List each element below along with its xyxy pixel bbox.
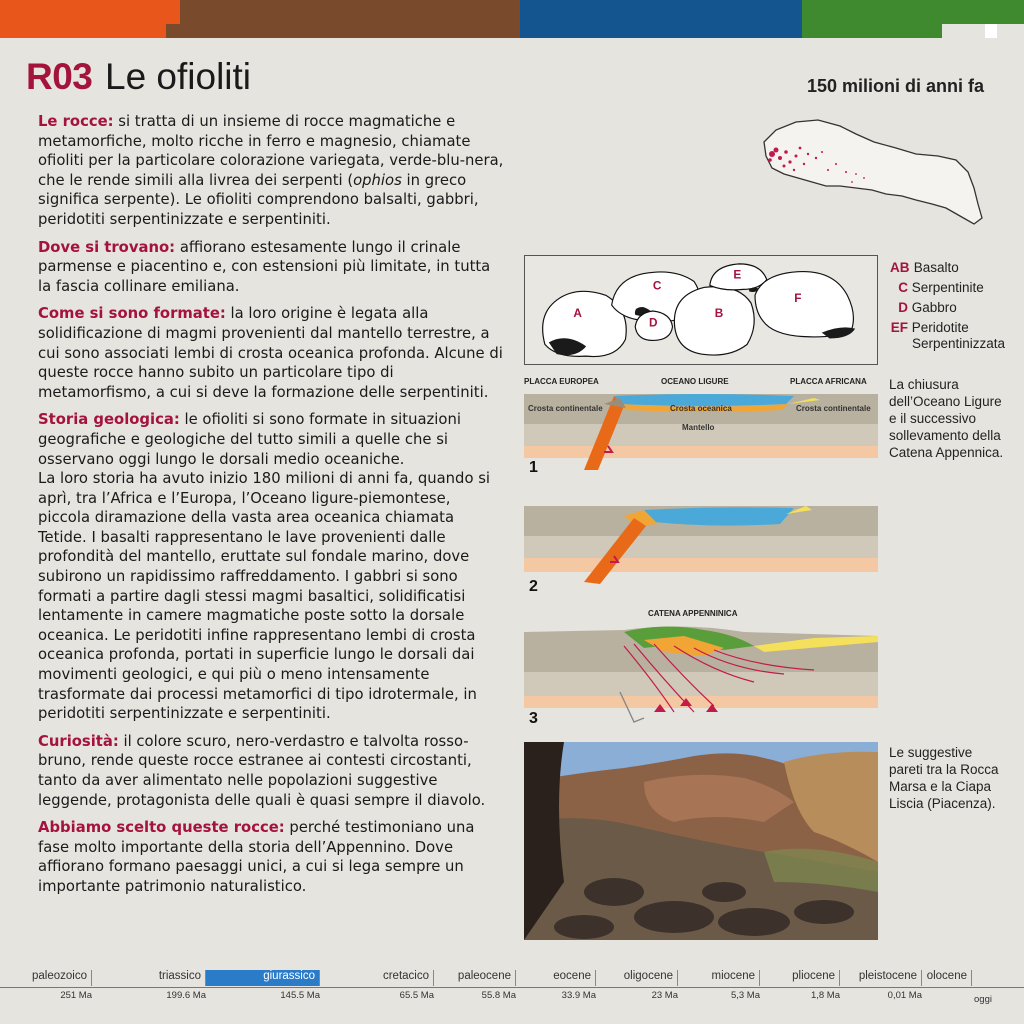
band-brown (180, 0, 520, 38)
italic-ophios: ophios (353, 171, 402, 189)
tick-251: 251 Ma (60, 990, 92, 1001)
emilia-romagna-map (756, 112, 986, 230)
band-green (802, 0, 1024, 24)
stage-number-3: 3 (529, 710, 538, 727)
paragraph-scelta (38, 818, 504, 896)
band-orange (0, 0, 166, 38)
era-oligocene: oligocene (596, 970, 678, 986)
era-giurassico: giurassico (206, 970, 320, 986)
text-rocce: si tratta di un insieme di rocce magmatiche e metamorfiche, molto ricche in ferro e magnesio, chiamate ofioliti per la particolare colorazione variegata, verde-blu-nera, che le rende simili alla livrea dei serpenti ( (38, 113, 504, 189)
era-olocene: olocene (922, 970, 972, 986)
label-a: A (573, 306, 582, 320)
tick-oggi: oggi (974, 994, 992, 1005)
label-placca-africana: PLACCA AFRICANA (790, 377, 867, 386)
tick-1-8: 1,8 Ma (810, 990, 840, 1001)
legend-label-ef: Peridotite (911, 320, 969, 335)
label-d: D (648, 316, 658, 330)
legend-label-ab: Basalto (913, 260, 959, 275)
legend-row-ef (890, 320, 1005, 352)
era-miocene: miocene (678, 970, 760, 986)
label-placca-europea: PLACCA EUROPEA (524, 377, 599, 386)
rock-block-f (755, 272, 853, 337)
label-crosta-continentale-right: Crosta continentale (796, 404, 871, 413)
tick-199-6: 199.6 Ma (166, 990, 206, 1001)
era-pleistocene: pleistocene (840, 970, 922, 986)
band-white-notch (985, 24, 997, 38)
paragraph-come (38, 304, 504, 402)
map-outline (764, 120, 982, 224)
panel-code: R03 (26, 56, 93, 97)
text-curiosita: il colore scuro, nero-verdastro e talvolta rosso-bruno, rende queste rocce estranee ai contesti circostanti, tanto da aver alimentato nelle popolazioni suggestive leggende, protagonista delle quali è quasi sempre il diavolo. (38, 732, 486, 809)
legend-key-ab: AB (890, 260, 910, 275)
tick-55-8: 55.8 Ma (481, 990, 516, 1001)
tick-145-5: 145.5 Ma (280, 990, 320, 1001)
text-storia: le ofioliti si sono formate in situazioni geografiche e geologiche del tutto simili a quelle che si osservano oggi lungo le dorsali medio oceaniche. (38, 411, 461, 468)
paragraph-storia-2: La loro storia ha avuto inizio 180 milioni di anni fa, quando si aprì, tra l’Africa e l’Europa, l’Oceano ligure-piemontese, piccola diramazione della vasta area oceanica chiamata Tetide. I basalti rappresentano le lave provenienti dalle profondità del mantello, eruttate sul fondale marino, dove subirono un rapidissimo raffreddamento. I gabbri si sono formati a partire dagli stessi magmi basaltici, solidificatisi lentamente in camere magmatiche poste sotto la dorsale oceanica. Le peridotiti infine rappresentano lembi di crosta oceanica profonda, portati in superficie lungo le dorsali dai movimenti geologici, e qui più o meno intensamente trasformate dai processi metamorfici di tipo idrotermale, in peridotiti serpentinizzate e serpentiniti. (38, 470, 491, 723)
tick-5-3: 5,3 Ma (730, 990, 760, 1001)
legend-label-c: Serpentinite (911, 280, 984, 295)
legend-key-c: C (898, 280, 908, 295)
label-crosta-continentale-left: Crosta continentale (528, 404, 603, 413)
tick-65-5: 65.5 Ma (399, 990, 434, 1001)
lead-dove: Dove si trovano: (38, 238, 176, 256)
lead-scelta: Abbiamo scelto queste rocce: (38, 819, 285, 837)
timeline-axis (0, 987, 1024, 988)
label-mantello: Mantello (682, 423, 715, 432)
diagram-caption: La chiusura dell’Oceano Ligure e il successivo sollevamento della Catena Appennica. (889, 377, 1004, 460)
rock-block-b (674, 287, 754, 355)
era-pliocene: pliocene (760, 970, 840, 986)
era-triassico: triassico (92, 970, 206, 986)
era-paleocene: paleocene (434, 970, 516, 986)
lead-storia: Storia geologica: (38, 411, 180, 429)
text-come: la loro origine è legata alla solidificazione di magmi provenienti dal mantello terrestre, a cui sono associati lembi di crosta oceanica profonda. Alcune di queste rocce hanno subito un particolare tipo di metamorfismo, a cui si deve la formazione delle serpentiniti. (38, 305, 503, 401)
legend-row-ab (890, 258, 1005, 278)
lead-come: Come si sono formate: (38, 305, 226, 323)
text-scelta: perché testimoniano una fase molto importante della storia dell’Appennino. Dove affiorano formano paesaggi unici, a cui si lega sempre un importante patrimonio naturalistico. (38, 819, 475, 895)
paragraph-rocce (38, 112, 504, 230)
label-f: F (794, 292, 802, 306)
cross-section-3 (524, 622, 878, 732)
legend-label-ef-2: Serpentinizzata (912, 336, 1006, 351)
band-green-step (802, 24, 942, 38)
rock-legend (890, 258, 1005, 352)
tick-23: 23 Ma (651, 990, 678, 1001)
text-rocce-2: in greco significa serpente). Le ofioliti comprendono balsalti, gabbri, peridotiti serpentinizzate e serpentiniti. (38, 171, 479, 228)
text-dove: affiorano estesamente lungo il crinale parmense e piacentino e, con estensioni più limitate, in tutta la fascia collinare emiliana. (38, 238, 491, 295)
landscape-photo (524, 742, 878, 940)
band-blue (520, 0, 802, 38)
paragraph-curiosita (38, 732, 504, 810)
era-cretacico: cretacico (320, 970, 434, 986)
label-crosta-oceanica: Crosta oceanica (670, 404, 732, 413)
legend-label-d: Gabbro (911, 300, 957, 315)
age-label: 150 milioni di anni fa (806, 76, 984, 96)
paragraph-dove (38, 238, 504, 297)
label-c: C (652, 279, 662, 293)
label-b: B (714, 306, 724, 320)
top-color-band (0, 0, 1024, 38)
band-orange-step (166, 0, 180, 24)
label-oceano-ligure: OCEANO LIGURE (661, 377, 729, 386)
stage-number-2: 2 (529, 578, 538, 595)
geologic-timeline (0, 968, 1024, 1024)
main-text (38, 112, 504, 905)
panel-title: Le ofioliti (105, 56, 252, 97)
legend-row-d (890, 298, 1005, 318)
band-brown-step (166, 24, 180, 38)
legend-key-ef: EF (890, 320, 908, 335)
legend-row-c (890, 278, 1005, 298)
tick-0-01: 0,01 Ma (887, 990, 922, 1001)
lead-rocce: Le rocce: (38, 113, 114, 130)
label-e: E (733, 268, 742, 282)
era-paleozoico: paleozoico (0, 970, 92, 986)
label-catena-appenninica: CATENA APPENNINICA (648, 609, 738, 618)
lead-curiosita: Curiosità: (38, 732, 119, 750)
rock-types-diagram (524, 255, 878, 365)
legend-key-d: D (898, 300, 908, 315)
photo-caption: Le suggestive pareti tra la Rocca Marsa e la Ciapa Liscia (Piacenza). (889, 745, 999, 811)
cross-section-1 (524, 390, 878, 480)
stage-number-1: 1 (529, 459, 538, 476)
cross-section-2 (524, 504, 878, 594)
era-eocene: eocene (516, 970, 596, 986)
tick-33-9: 33.9 Ma (561, 990, 596, 1001)
paragraph-storia (38, 410, 504, 469)
